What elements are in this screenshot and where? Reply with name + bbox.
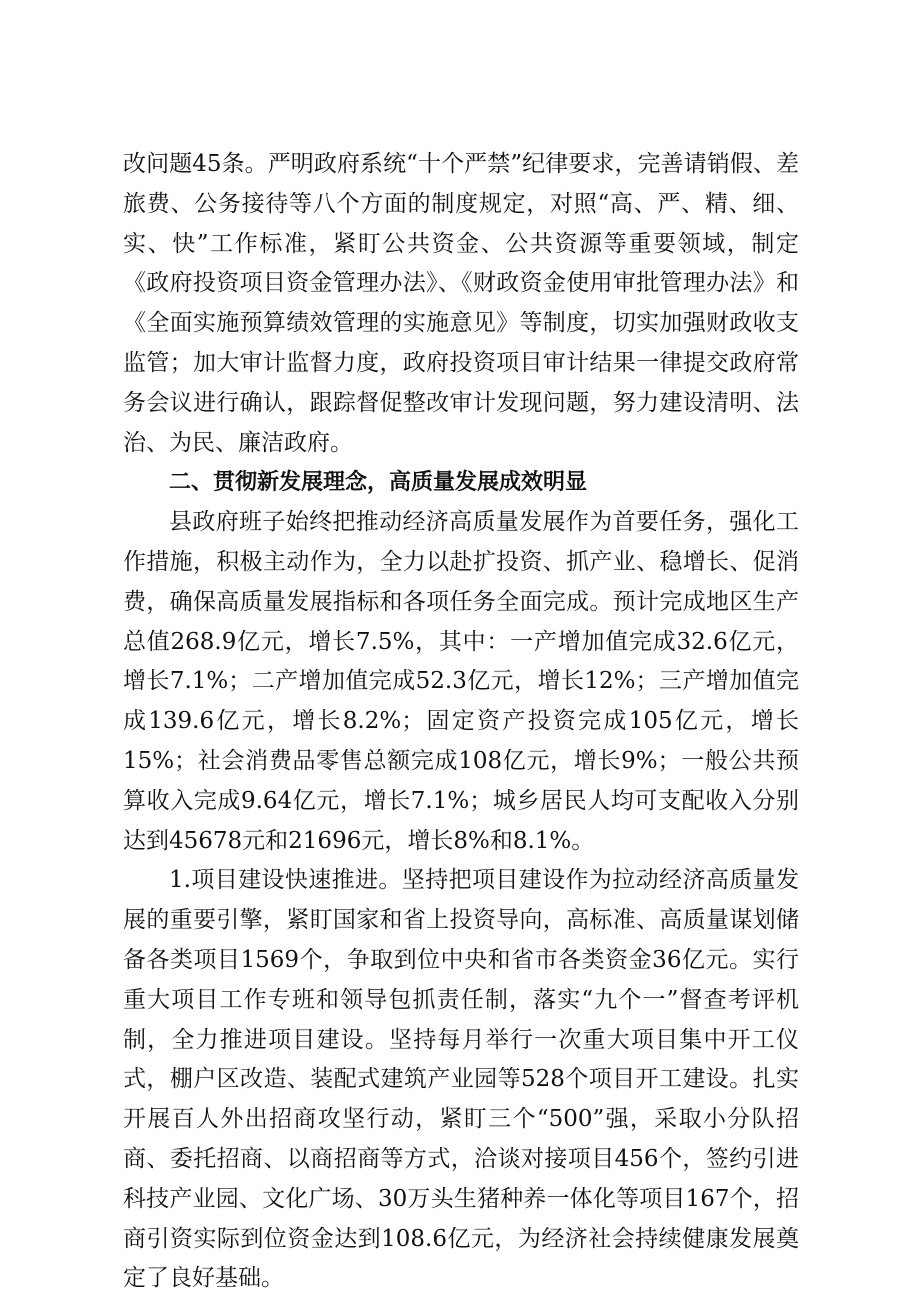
paragraph-continued: 改问题45条。严明政府系统“十个严禁”纪律要求，完善请销假、差旅费、公务接待等八个方面的制度规定，对照“高、严、精、细、实、快”工作标准，紧盯公共资金、公共资源等重要领域，制定《政府投资项目资金管理办法》、《财政资金使用审批管理办法》和《全面实施预算绩效管理的实施意见》等制度，切实加强财政收支监管；加大审计监督力度，政府投资项目审计结果一律提交政府常务会议进行确认，跟踪督促整改审计发现问题，努力建设清明、法治、为民、廉洁政府。 — [123, 151, 799, 456]
section-heading: 二、贯彻新发展理念，高质量发展成效明显 — [169, 470, 588, 496]
paragraph-projects: 1.项目建设快速推进。坚持把项目建设作为拉动经济高质量发展的重要引擎，紧盯国家和省上投资导向，高标准、高质量谋划储备各类项目1569个，争取到位中央和省市各类资金36亿元。实行重大项目工作专班和领导包抓责任制，落实“九个一”督查考评机制，全力推进项目建设。坚持每月举行一次重大项目集中开工仪式，棚户区改造、装配式建筑产业园等528个项目开工建设。扎实开展百人外出招商攻坚行动，紧盯三个“500”强，采取小分队招商、委托招商、以商招商等方式，洽谈对接项目456个，签约引进科技产业园、文化广场、30万头生猪种养一体化等项目167个，招商引资实际到位资金达到108.6亿元，为经济社会持续健康发展奠定了良好基础。 — [123, 867, 799, 1292]
document-body — [123, 145, 799, 1299]
paragraph-economy: 县政府班子始终把推动经济高质量发展作为首要任务，强化工作措施，积极主动作为，全力以赴扩投资、抓产业、稳增长、促消费，确保高质量发展指标和各项任务全面完成。预计完成地区生产总值268.9亿元，增长7.5%，其中：一产增加值完成32.6亿元，增长7.1%；二产增加值完成52.3亿元，增长12%；三产增加值完成139.6亿元，增长8.2%；固定资产投资完成105亿元，增长15%；社会消费品零售总额完成108亿元，增长9%；一般公共预算收入完成9.64亿元，增长7.1%；城乡居民人均可支配收入分别达到45678元和21696元，增长8%和8.1%。 — [123, 509, 799, 854]
